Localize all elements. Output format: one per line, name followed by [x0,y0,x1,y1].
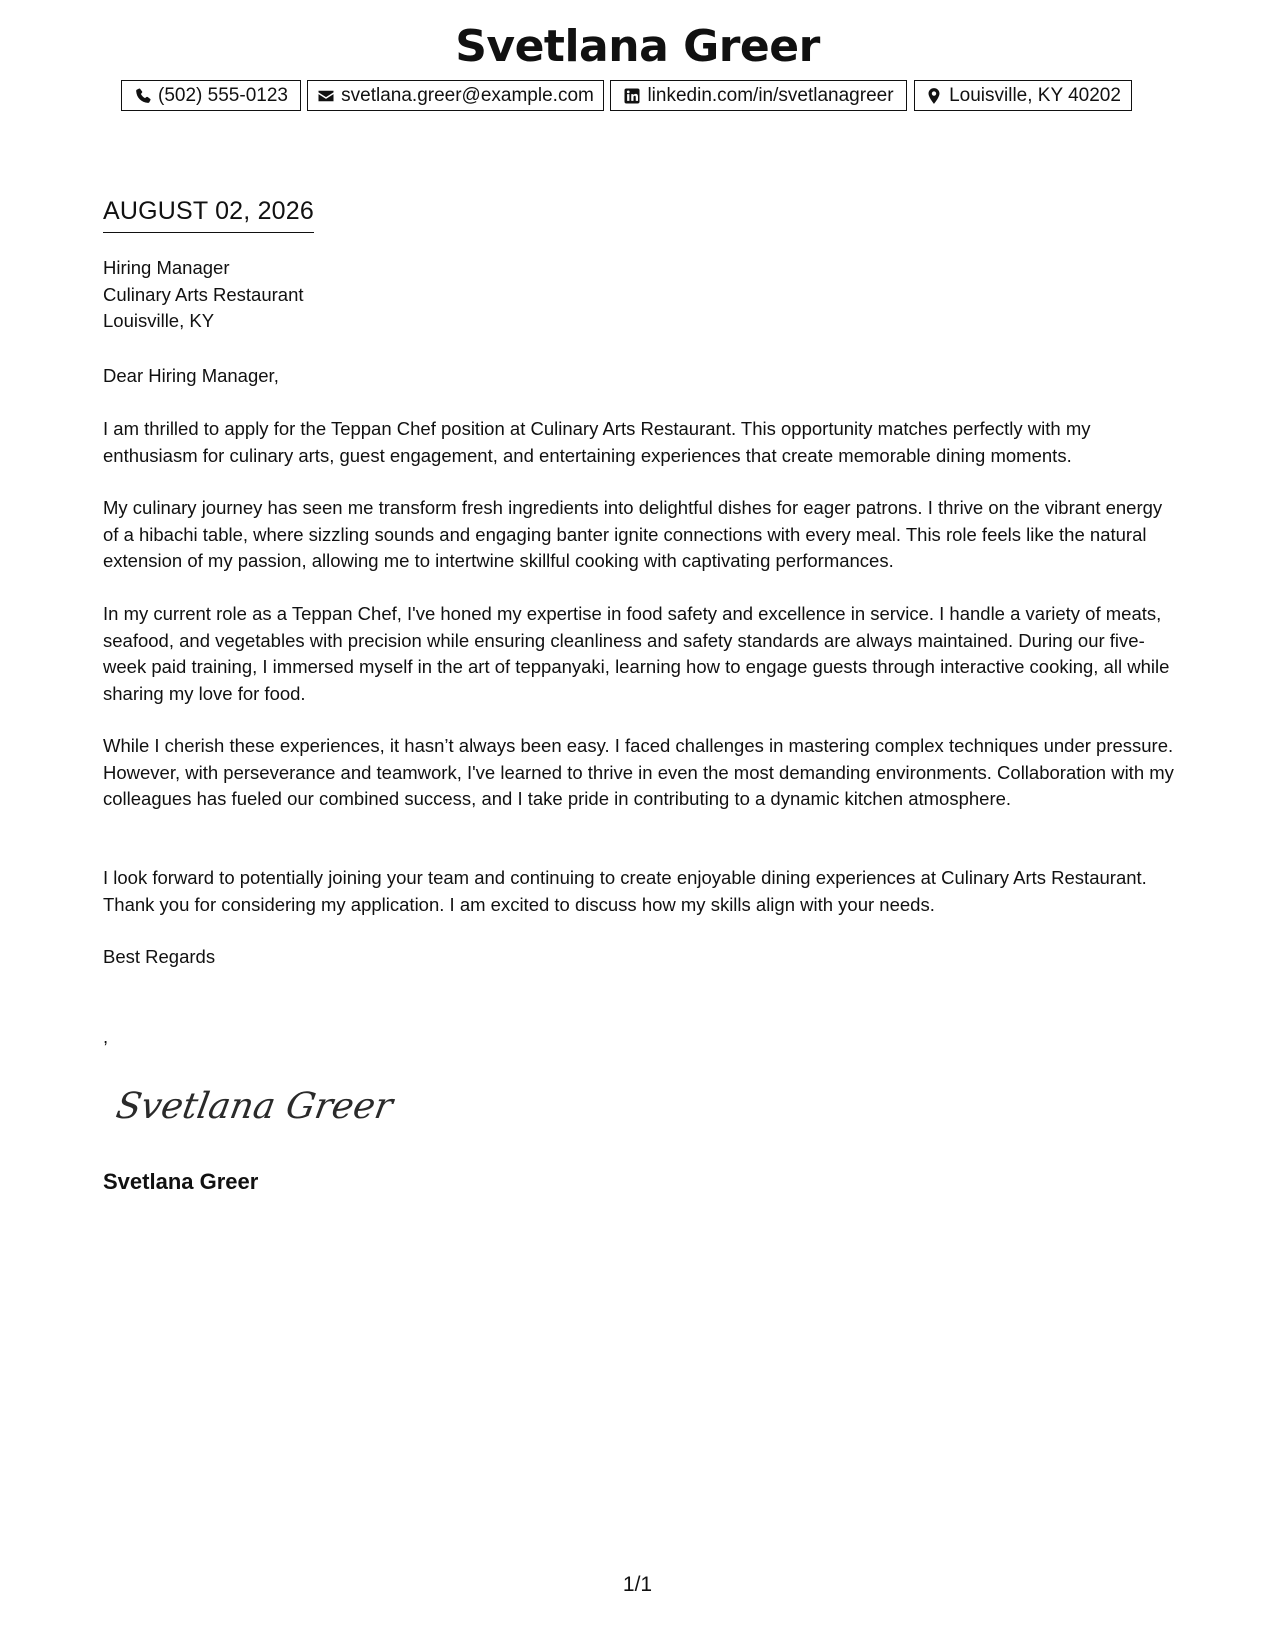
salutation: Dear Hiring Manager, [103,365,279,386]
linkedin-text: linkedin.com/in/svetlanagreer [647,85,894,106]
linkedin-icon [623,87,641,105]
recipient-city: Louisville, KY [103,310,215,331]
email-text: svetlana.greer@example.com [341,85,594,106]
contact-email [307,80,604,111]
closing-phrase: Best Regards [103,946,216,967]
contact-bar [121,80,1156,111]
recipient-company: Culinary Arts Restaurant [103,283,304,305]
contact-phone [121,80,301,111]
contact-linkedin [610,80,907,111]
signer-name: Svetlana Greer [103,1169,259,1194]
paragraph-5: I look forward to potentially joining your team and continuing to create enjoyable dining experiences at Culinary Arts Restaurant. Thank you for considering my application. I am excited to discuss how my skills align with your needs. [103,867,1147,915]
paragraph-1: I am thrilled to apply for the Teppan Chef position at Culinary Arts Restaurant. This opportunity matches perfectly with my enthusiasm for culinary arts, guest engagement, and entertaining experiences that create memorable dining moments. [103,418,1091,466]
handwritten-signature [113,1076,397,1132]
page-number: 1/1 [622,1573,653,1596]
phone-text: (502) 555-0123 [158,85,288,106]
paragraph-4: While I cherish these experiences, it hasn’t always been easy. I faced challenges in mastering complex techniques under pressure. However, with perseverance and teamwork, I've learned to thrive in even the most demanding environments. Collaboration with my colleagues has fueled our combined success, and I take pride in contributing to a dynamic kitchen atmosphere. [103,735,1174,809]
applicant-name-header: Svetlana Greer [455,21,820,72]
paragraph-2: My culinary journey has seen me transform fresh ingredients into delightful dishes for eager patrons. I thrive on the vibrant energy of a hibachi table, where sizzling sounds and engaging banter ignite connections with every meal. This role feels like the natural extension of my passion, allowing me to intertwine skillful cooking with captivating performances. [103,497,1163,571]
envelope-icon [317,87,335,105]
recipient-block [103,255,304,335]
closing-comma: , [103,1026,109,1047]
map-pin-icon [925,87,943,105]
recipient-title: Hiring Manager [103,257,230,278]
phone-icon [134,87,152,105]
paragraph-3: In my current role as a Teppan Chef, I've honed my expertise in food safety and excellence in service. I handle a variety of meats, seafood, and vegetables with precision while ensuring cleanliness and safety standards are always maintained. During our five-week paid training, I immersed myself in the art of teppanyaki, learning how to engage guests through interactive cooking, all while sharing my love for food. [103,603,1170,704]
signature-script: Svetlana Greer [113,1084,397,1127]
contact-location [914,80,1132,111]
location-text: Louisville, KY 40202 [949,85,1121,106]
letter-date: AUGUST 02, 2026 [103,196,314,233]
